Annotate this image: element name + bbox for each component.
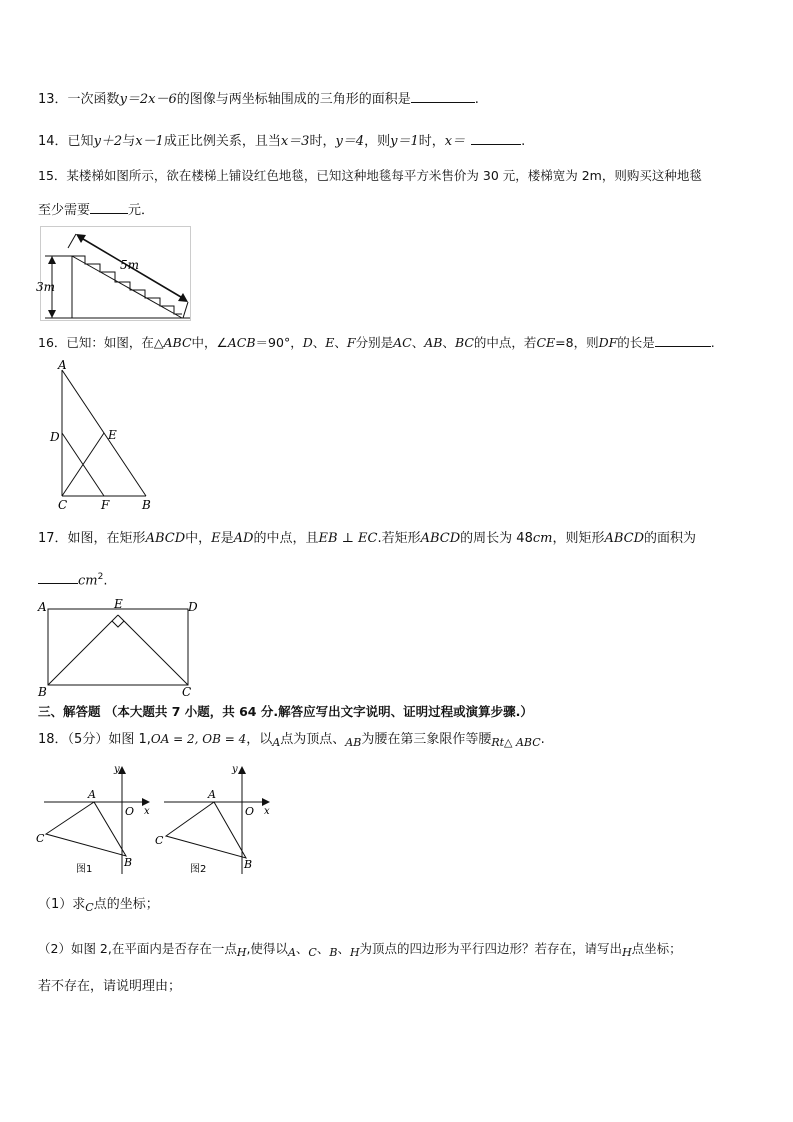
- q17-text: 的中点，且: [253, 531, 319, 546]
- q14-formula: x－1: [135, 134, 164, 149]
- q18-formula: AB: [345, 736, 362, 749]
- q16-text: =8，则: [555, 335, 599, 350]
- q17-text: 是: [220, 531, 234, 546]
- q16-text: 、: [411, 335, 425, 350]
- label-A: A: [58, 358, 67, 372]
- q18-text: 、: [316, 941, 330, 956]
- q13-formula: y＝2x－6: [119, 92, 177, 107]
- q18-text: 点为顶点、: [280, 732, 346, 747]
- label-A: A: [208, 788, 216, 801]
- q18-text: （5分）如图 1,: [67, 732, 151, 747]
- arrow-down-icon: [48, 310, 56, 318]
- q14-text: 成正比例关系，且当: [163, 134, 281, 149]
- q16-number: 16．: [38, 335, 67, 350]
- q18-formula: H: [236, 946, 247, 959]
- q16-formula: BC: [454, 335, 474, 350]
- q15-text: 至少需要: [38, 203, 91, 218]
- arrow-left-icon: [76, 234, 86, 243]
- q18-formula: H: [349, 946, 360, 959]
- answer-blank: [38, 569, 78, 584]
- q16-text: 已知：如图，在△: [66, 335, 164, 350]
- q18-text: （2）如图 2,在平面内是否存在一点: [38, 941, 237, 956]
- q13-text: 的图像与两坐标轴围成的三角形的面积是: [176, 92, 411, 107]
- q15-text: 某楼梯如图所示，欲在楼梯上铺设红色地毯，已知这种地毯每平方米售价为 30 元，楼梯宽为 2m，则购买这种地毯: [66, 168, 702, 183]
- q18-formula: A: [272, 736, 281, 749]
- q18-formula: C: [85, 901, 94, 914]
- label-O: O: [125, 805, 135, 818]
- q18-text: 点坐标；: [631, 941, 682, 956]
- question-17-line1: [38, 530, 696, 548]
- q14-formula: y＝4: [335, 134, 365, 149]
- q16-formula: DF: [598, 335, 618, 350]
- q17-formula: EB ⊥ EC: [318, 531, 378, 546]
- q16-text: 、: [442, 335, 455, 350]
- arrow-right-icon: [178, 293, 188, 302]
- rectangle-ABCD: [48, 609, 188, 685]
- q14-formula: x＝: [444, 134, 466, 149]
- q14-text: 与: [122, 134, 136, 149]
- q18-text: 为腰在第三象限作等腰: [361, 732, 492, 747]
- question-18-part2-line2: 若不存在，请说明理由；: [38, 979, 182, 994]
- label-F: F: [101, 498, 110, 512]
- q17-end: .: [103, 573, 108, 589]
- triangle-ABC: [46, 802, 126, 856]
- slant-tick-top: [68, 234, 76, 248]
- q17-number: 17．: [38, 531, 68, 546]
- q17-formula: AD: [233, 531, 254, 546]
- label-A: A: [88, 788, 96, 801]
- q17-text: 的面积为: [644, 531, 697, 546]
- label-O: O: [245, 805, 255, 818]
- q18-text: 点的坐标；: [93, 897, 159, 912]
- q17-formula: ABCD: [604, 531, 645, 546]
- question-16: [38, 332, 715, 352]
- label-D: D: [188, 600, 198, 614]
- q13-number: 13．: [38, 92, 68, 107]
- q17-unit: cm: [78, 573, 98, 589]
- q16-end: .: [710, 335, 715, 350]
- q16-text: 的中点，若: [473, 335, 537, 350]
- q18-text: 、: [295, 941, 309, 956]
- q15-text: 元．: [128, 203, 155, 218]
- q16-formula: AC: [393, 335, 412, 350]
- q16-formula: CE: [536, 335, 556, 350]
- q16-text: ＝90°，: [255, 335, 303, 350]
- q16-text: 的长是: [617, 335, 655, 350]
- q16-formula: ACB: [227, 335, 256, 350]
- q14-formula: y＋2: [93, 134, 123, 149]
- q17-text: 如图，在矩形: [67, 531, 146, 546]
- q16-formula: F: [346, 335, 356, 350]
- label-B: B: [124, 856, 133, 869]
- section-heading: 三、解答题 （本大题共 7 小题，共 64 分.解答应写出文字说明、证明过程或演算步骤.）: [38, 704, 533, 719]
- figure-caption: 图2: [190, 864, 207, 875]
- q14-end: .: [521, 134, 526, 149]
- question-14: [38, 130, 525, 151]
- label-A: A: [38, 600, 47, 614]
- slant-length-label: 5m: [120, 258, 140, 272]
- q18-formula: C: [308, 946, 317, 959]
- q17-unit-exponent: 2: [97, 572, 104, 582]
- label-E: E: [108, 428, 117, 442]
- q18-text: .: [540, 732, 545, 747]
- q18-text: 、: [337, 941, 350, 956]
- q14-text: 时，: [418, 134, 445, 149]
- q18-text: （1）求: [38, 897, 86, 912]
- q16-formula: ABC: [163, 335, 192, 350]
- figure-2: [150, 762, 280, 882]
- right-angle-mark: [112, 621, 124, 627]
- q17-text: 中，: [185, 531, 212, 546]
- y-axis-label: y: [114, 764, 120, 775]
- question-17-line2: [38, 568, 107, 590]
- label-C: C: [58, 498, 68, 512]
- q16-formula: D: [302, 335, 313, 350]
- figure-caption: 图1: [76, 864, 93, 875]
- q14-formula: y＝1: [390, 134, 419, 149]
- label-C: C: [155, 834, 164, 847]
- answer-blank: [411, 88, 475, 103]
- y-axis-arrow-icon: [238, 766, 246, 774]
- q17-text: ，则矩形: [552, 531, 605, 546]
- q13-text: 一次函数: [67, 92, 120, 107]
- rectangle-figure: [36, 597, 206, 699]
- q13-end: .: [474, 92, 479, 107]
- y-axis-label: y: [232, 764, 238, 775]
- x-axis-arrow-icon: [262, 798, 270, 806]
- q14-number: 14．: [38, 134, 68, 149]
- x-axis-arrow-icon: [142, 798, 150, 806]
- q17-formula: E: [211, 531, 221, 546]
- segment-BE: [48, 615, 118, 685]
- q17-formula: cm: [532, 531, 553, 546]
- segment-CE: [118, 615, 188, 685]
- q15-number: 15．: [38, 168, 67, 183]
- q18-text: ，以: [246, 732, 273, 747]
- q17-text: 的周长为 48: [460, 531, 533, 546]
- q18-formula: Rt△ ABC: [491, 736, 541, 749]
- triangle-figure: [46, 358, 166, 514]
- q17-formula: ABCD: [145, 531, 186, 546]
- question-15-line1: [38, 167, 702, 185]
- height-label: 3m: [36, 280, 56, 294]
- q18-text: ,使得以: [246, 941, 288, 956]
- question-15-line2: [38, 199, 154, 220]
- q14-text: ，则: [364, 134, 391, 149]
- label-D: D: [50, 430, 60, 444]
- answer-blank: [471, 130, 521, 145]
- q18-formula: OA = 2, OB = 4: [150, 732, 247, 746]
- q16-text: 、: [334, 335, 347, 350]
- question-18-part2: [38, 940, 682, 962]
- q14-text: 已知: [67, 134, 94, 149]
- slant-tick-bottom: [183, 302, 188, 318]
- label-B: B: [244, 858, 253, 871]
- q16-text: 、: [312, 335, 326, 350]
- label-C: C: [182, 685, 192, 699]
- staircase-figure: [36, 226, 192, 322]
- q18-formula: H: [622, 946, 632, 959]
- q18-number: 18．: [38, 732, 68, 747]
- label-B: B: [142, 498, 151, 512]
- answer-blank: [655, 332, 711, 347]
- figure-1: [36, 762, 156, 882]
- arrow-up-icon: [48, 256, 56, 264]
- x-axis-label: x: [264, 806, 270, 817]
- answer-blank: [90, 199, 128, 214]
- x-axis-label: x: [144, 806, 150, 817]
- q18-text: 为顶点的四边形为平行四边形？若存在，请写出: [359, 941, 623, 956]
- label-C: C: [36, 832, 45, 845]
- label-B: B: [38, 685, 47, 699]
- triangle-ABC: [166, 802, 246, 858]
- q16-text: 分别是: [355, 335, 394, 350]
- q18-formula: A: [287, 946, 296, 959]
- q16-formula: AB: [424, 335, 443, 350]
- q16-text: 中，∠: [191, 335, 228, 350]
- question-18: [38, 730, 545, 752]
- question-13: [38, 88, 479, 109]
- q14-text: 时，: [309, 134, 336, 149]
- q17-formula: ABCD: [420, 531, 461, 546]
- q14-formula: x＝3: [280, 134, 310, 149]
- q16-formula: E: [325, 335, 335, 350]
- question-18-part1: [38, 896, 159, 917]
- q18-formula: B: [329, 946, 338, 959]
- q17-text: .若矩形: [377, 531, 421, 546]
- label-E: E: [114, 597, 123, 611]
